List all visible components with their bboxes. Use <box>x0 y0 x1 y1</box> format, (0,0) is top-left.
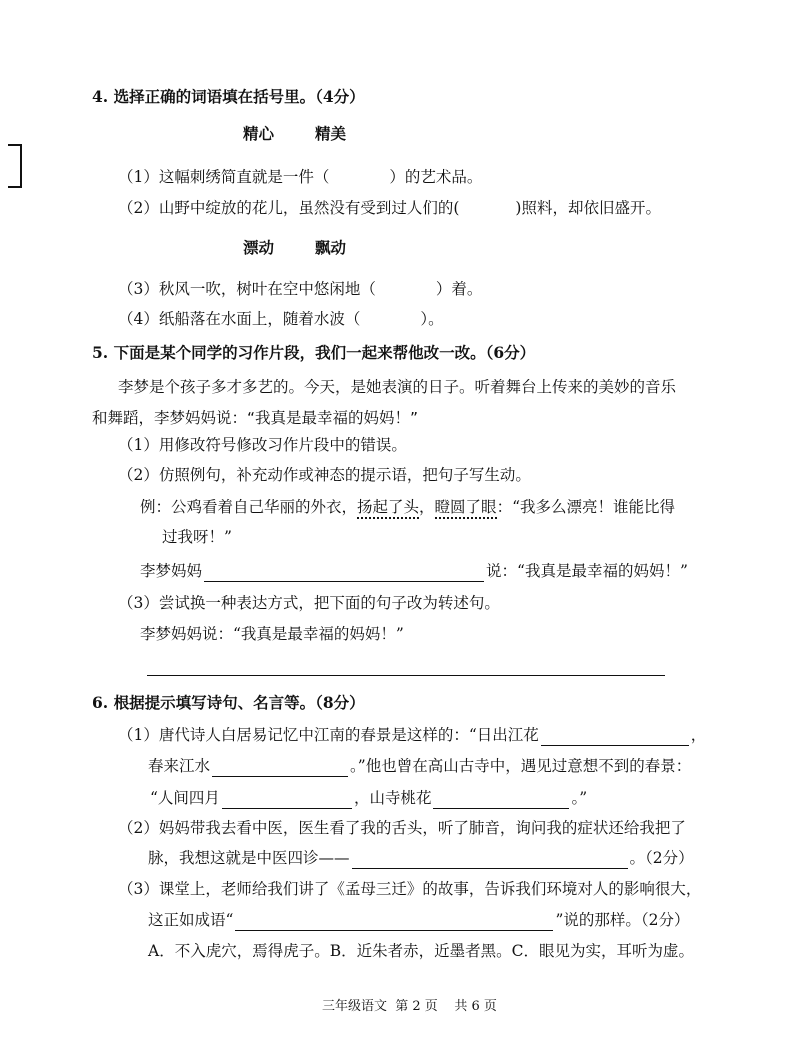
q6-l3-mid: ，山寺桃花 <box>353 789 432 807</box>
q4-word-option-1b: 精美 <box>315 124 347 143</box>
q5-example-line-1 <box>140 496 675 518</box>
q5-sub-3: （3）尝试换一种表达方式，把下面的句子改为转述句。 <box>118 594 500 612</box>
q6-l7-post: ”说的那样。（2分） <box>555 911 690 929</box>
q6-blank-1[interactable] <box>541 727 689 746</box>
q6-l5-post: 。（2分） <box>629 849 694 867</box>
q6-l2-pre: 春来江水 <box>148 757 211 775</box>
q6-l1-pre: （1）唐代诗人白居易记忆中江南的春景是这样的：“日出江花 <box>118 726 539 744</box>
q5-ex-d: 瞪圆了眼 <box>435 498 497 519</box>
q4-sentence-4 <box>118 308 444 330</box>
q6-line-4: （2）妈妈带我去看中医，医生看了我的舌头，听了肺音，询问我的症状还给我把了 <box>118 819 686 837</box>
q5-ex-c: ， <box>419 498 435 516</box>
q6-blank-2[interactable] <box>212 758 348 777</box>
q5-passage-line-2: 和舞蹈，李梦妈妈说：“我真是最幸福的妈妈！” <box>92 409 419 427</box>
q6-blank-6[interactable] <box>235 912 553 931</box>
q5-ex-b: 扬起了头 <box>357 498 419 519</box>
q5-ex-e: ：“我多么漂亮！谁能比得 <box>496 498 675 516</box>
q5-passage-line-1: 李梦是个孩子多才多艺的。今天，是她表演的日子。听着舞台上传来的美妙的音乐 <box>118 378 677 396</box>
q6-l5-pre: 脉，我想这就是中医四诊—— <box>148 849 350 867</box>
q5-fill-line <box>140 560 688 582</box>
q6-l2-post: 。”他也曾在高山古寺中，遇见过意想不到的春景： <box>350 757 692 775</box>
q4-s4-post: ）。 <box>420 310 444 328</box>
q4-s1-pre: （1）这幅刺绣简直就是一件（ <box>118 168 330 186</box>
q6-line-6: （3）课堂上，老师给我们讲了《孟母三迁》的故事，告诉我们环境对人的影响很大， <box>118 880 702 898</box>
q6-line-3 <box>150 787 587 809</box>
q6-line-7 <box>148 909 689 931</box>
page-footer: 三年级语文 第 2 页 共 6 页 <box>322 999 497 1014</box>
q6-l3-pre: “人间四月 <box>150 789 220 807</box>
q4-word-option-2a: 漂动 <box>243 238 275 257</box>
q6-l1-post: ， <box>690 726 707 744</box>
q5-fill-post: 说：“我真是最幸福的妈妈！” <box>486 562 688 580</box>
q5-answer-line[interactable] <box>147 675 665 676</box>
q6-blank-5[interactable] <box>352 850 628 869</box>
q4-s3-post: ）着。 <box>435 280 483 298</box>
q5-example-line-2: 过我呀！” <box>162 528 232 546</box>
q4-s2-pre: （2）山野中绽放的花儿，虽然没有受到过人们的( <box>118 199 460 217</box>
q6-l7-pre: 这正如成语“ <box>148 911 234 929</box>
q4-s2-post: )照料，却依旧盛开。 <box>515 199 661 217</box>
q6-options: A．不入虎穴，焉得虎子。B．近朱者赤，近墨者黑。C．眼见为实，耳听为虚。 <box>148 942 694 960</box>
q4-word-option-1a: 精心 <box>243 124 275 143</box>
q6-line-1 <box>118 724 706 746</box>
q4-sentence-3 <box>118 278 482 300</box>
q4-sentence-2 <box>118 197 661 219</box>
q6-l3-post: 。” <box>571 789 588 807</box>
q5-title: 5. 下面是某个同学的习作片段，我们一起来帮他改一改。（6分） <box>92 343 536 362</box>
q6-line-5 <box>148 847 694 869</box>
q4-sentence-1 <box>118 166 482 188</box>
q6-title: 6. 根据提示填写诗句、名言等。（8分） <box>92 693 365 712</box>
q5-fill-pre: 李梦妈妈 <box>140 562 203 580</box>
q5-sub-2: （2）仿照例句，补充动作或神态的提示语，把句子写生动。 <box>118 466 531 484</box>
q6-line-2 <box>148 755 691 777</box>
q6-blank-3[interactable] <box>222 790 352 809</box>
q5-quote: 李梦妈妈说：“我真是最幸福的妈妈！” <box>140 625 404 643</box>
q4-title: 4. 选择正确的词语填在括号里。（4分） <box>92 87 365 106</box>
q4-s4-pre: （4）纸船落在水面上，随着水波（ <box>118 310 361 328</box>
q4-s1-post: ）的艺术品。 <box>389 168 483 186</box>
q4-word-option-2b: 飘动 <box>315 238 347 257</box>
q5-fill-blank[interactable] <box>204 563 484 582</box>
q5-sub-1: （1）用修改符号修改习作片段中的错误。 <box>118 436 407 454</box>
q4-s3-pre: （3）秋风一吹，树叶在空中悠闲地（ <box>118 280 376 298</box>
q6-blank-4[interactable] <box>433 790 569 809</box>
margin-bracket <box>8 144 22 188</box>
q5-ex-a: 例：公鸡看着自己华丽的外衣， <box>140 498 358 516</box>
